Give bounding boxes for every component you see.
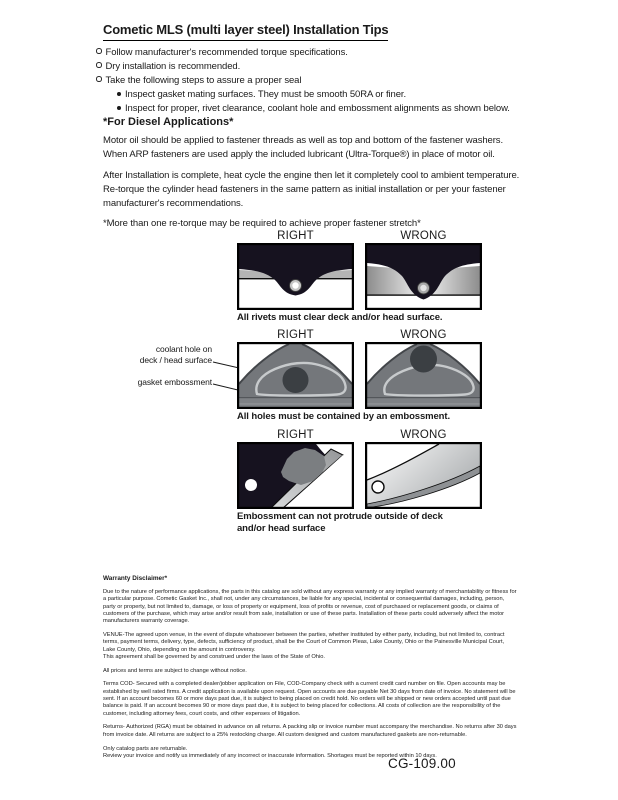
diesel-paragraph-1: Motor oil should be applied to fastener threads as well as top and bottom of the fastener washers. When ARP fasteners are used apply the included lubricant (Ultra-Torque®) in place of motor oil.: [103, 135, 503, 160]
right-label: RIGHT: [277, 329, 314, 341]
caption-rivets: All rivets must clear deck and/or head surface.: [237, 312, 443, 323]
right-label: RIGHT: [277, 429, 314, 441]
warranty-paragraph: Review your invoice and notify us immediately of any incorrect or inaccurate information. Shortages must be reported within 10 days.: [103, 752, 437, 759]
warranty-paragraph: This agreement shall be governed by and construed under the laws of the State of Ohio.: [103, 653, 325, 660]
tip-text: Follow manufacturer's recommended torque specifications.: [105, 47, 348, 58]
list-item: [96, 46, 536, 60]
list-item: [96, 88, 536, 102]
open-bullet-icon: [96, 76, 102, 82]
warranty-paragraph: All prices and terms are subject to change without notice.: [103, 667, 247, 674]
list-item: [96, 102, 536, 116]
caption-protrusion: Embossment can not protrude outside of deck and/or head surface: [237, 511, 443, 534]
page-title: Cometic MLS (multi layer steel) Installation Tips: [103, 22, 388, 41]
diagram-embossment-wrong: [365, 342, 482, 409]
diagram-protrusion-right: [237, 442, 354, 509]
right-label: RIGHT: [277, 230, 314, 242]
tip-text: Inspect for proper, rivet clearance, coolant hole and embossment alignments as shown below.: [125, 103, 510, 114]
diesel-heading: *For Diesel Applications*: [103, 116, 234, 128]
retorque-note: *More than one re-torque may be required to achieve proper fastener stretch*: [103, 218, 421, 229]
list-item: [96, 74, 536, 88]
installation-tips-list: [96, 46, 536, 116]
diagram-embossment-right: [237, 342, 354, 409]
diagram-protrusion-wrong: [365, 442, 482, 509]
filled-bullet-icon: [117, 106, 121, 110]
open-bullet-icon: [96, 62, 102, 68]
warranty-paragraph: VENUE-The agreed upon venue, in the event of dispute whatsoever between the parties, whether instituted by either party, including, but not limited to, contract terms, payment terms, delivery, type, defects, sufficiency of product, shall be the Court of Common Pleas, Lake County, Ohio or the Painesville Municipal Court, Lake County, Ohio, depending on the amount in controversy.: [103, 631, 505, 653]
warranty-paragraph: Returns- Authorized (RGA) must be obtained in advance on all returns. A packing slip or invoice number must accompany the merchandise. No returns after 30 days from invoice date. All returns are subject to a 25% restocking charge. All custom designed and custom manufactured gaskets are non-returnable.: [103, 724, 517, 738]
warranty-disclaimer: [103, 575, 517, 767]
warranty-paragraph: Due to the nature of performance applications, the parts in this catalog are sold without any express warranty or any implied warranty of merchantability or fitness for a particular purpose. Cometic Gasket Inc., shall not, under any circumstances, be liable for any special, incidental or consequential damages, including, person, party or property, but not limited to, damage, or loss of property or equipment, loss of profits or revenue, cost of purchased or replacement goods, or claims of customers of the purchase, which may arise and/or result from sale, installation or use of these parts. Installation of these parts could adversely affect the motor manufacturers warranty coverage.: [103, 589, 517, 625]
filled-bullet-icon: [117, 92, 121, 96]
diagram-rivet-right: [237, 243, 354, 310]
tip-text: Inspect gasket mating surfaces. They must be smooth 50RA or finer.: [125, 89, 407, 100]
open-bullet-icon: [96, 48, 102, 54]
diesel-paragraph-2: After Installation is complete, heat cycle the engine then let it completely cool to ambient temperature. Re-torque the cylinder head fasteners in the same pattern as initial installation or per your fastener manufacturer's recommendations.: [103, 170, 520, 209]
warranty-paragraph: Terms COD- Secured with a completed dealer/jobber application on File, COD-Company check with a current credit card number on file. Open accounts may be established by well rated firms. A credit application is available upon request. Open accounts are due payable Net 30 days from date of invoice. No statement will be sent. If an account becomes 60 or more days past due, it is subject to being placed on credit hold. No orders will be shipped or new orders accepted until past due balance is paid. If an account becomes 90 or more days past due, it is subject to being placed for collections. All costs of collection are the responsibility of the customer, including attorney fees, court costs, and other expenses of litigation.: [103, 681, 516, 717]
callout-gasket-embossment: gasket embossment: [137, 377, 212, 387]
warranty-paragraph: Only catalog parts are returnable.: [103, 745, 188, 752]
list-item: [96, 60, 536, 74]
wrong-label: WRONG: [400, 329, 447, 341]
catalog-page-code: CG-109.00: [388, 756, 456, 771]
diagram-rivet-wrong: [365, 243, 482, 310]
tip-text: Take the following steps to assure a proper seal: [105, 75, 302, 86]
callout-coolant-hole: coolant hole on deck / head surface: [139, 344, 212, 365]
wrong-label: WRONG: [400, 429, 447, 441]
caption-holes: All holes must be contained by an embossment.: [237, 411, 450, 422]
warranty-heading: Warranty Disclaimer*: [103, 575, 168, 582]
wrong-label: WRONG: [400, 230, 447, 242]
tip-text: Dry installation is recommended.: [105, 61, 241, 72]
